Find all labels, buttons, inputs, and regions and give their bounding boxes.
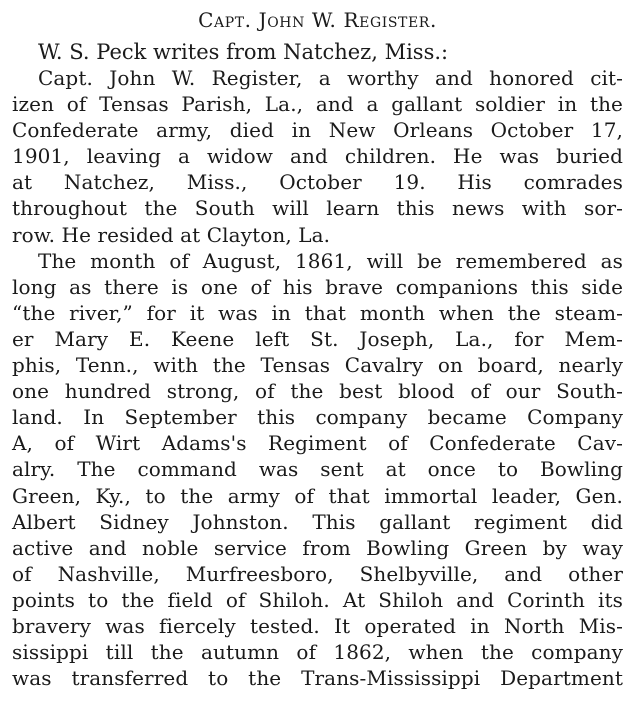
- text-line: land. In September this company became Company: [12, 405, 623, 430]
- text-line: bravery was fiercely tested. It operated in North Mis-: [12, 613, 623, 638]
- text-line: izen of Tensas Parish, La., and a gallant soldier in the: [12, 92, 623, 117]
- article-title: Capt. John W. Register.: [198, 8, 437, 32]
- paragraph-2: [12, 248, 623, 692]
- text-line: of Nashville, Murfreesboro, Shelbyville, and other: [12, 561, 623, 586]
- text-line: throughout the South will learn this news with sor-: [12, 196, 623, 221]
- text-line: phis, Tenn., with the Tensas Cavalry on board, nearly: [12, 353, 623, 378]
- text-line: Green, Ky., to the army of that immortal leader, Gen.: [12, 483, 623, 508]
- paragraph-1: [12, 65, 623, 248]
- text-line: row. He resided at Clayton, La.: [12, 222, 331, 247]
- text-line: was transferred to the Trans-Mississippi Department: [12, 666, 623, 691]
- text-line: The month of August, 1861, will be remembered as: [38, 248, 623, 273]
- text-line: points to the field of Shiloh. At Shiloh and Corinth its: [12, 587, 623, 612]
- text-line: at Natchez, Miss., October 19. His comrades: [12, 170, 623, 195]
- text-line: A, of Wirt Adams's Regiment of Confederate Cav-: [12, 431, 623, 456]
- text-line: er Mary E. Keene left St. Joseph, La., for Mem-: [12, 326, 623, 351]
- text-line: long as there is one of his brave companions this side: [12, 274, 623, 299]
- text-line: Albert Sidney Johnston. This gallant regiment did: [12, 509, 623, 534]
- text-line: 1901, leaving a widow and children. He was buried: [12, 144, 623, 169]
- text-line: Confederate army, died in New Orleans October 17,: [12, 118, 623, 143]
- text-line: sissippi till the autumn of 1862, when the company: [12, 640, 623, 665]
- text-line: alry. The command was sent at once to Bowling: [12, 457, 623, 482]
- text-line: active and noble service from Bowling Green by way: [12, 535, 623, 560]
- text-line: one hundred strong, of the best blood of our South-: [12, 379, 623, 404]
- article-byline: W. S. Peck writes from Natchez, Miss.:: [38, 40, 449, 64]
- text-line: “the river,” for it was in that month when the steam-: [12, 300, 623, 325]
- text-line: Capt. John W. Register, a worthy and honored cit-: [38, 66, 623, 90]
